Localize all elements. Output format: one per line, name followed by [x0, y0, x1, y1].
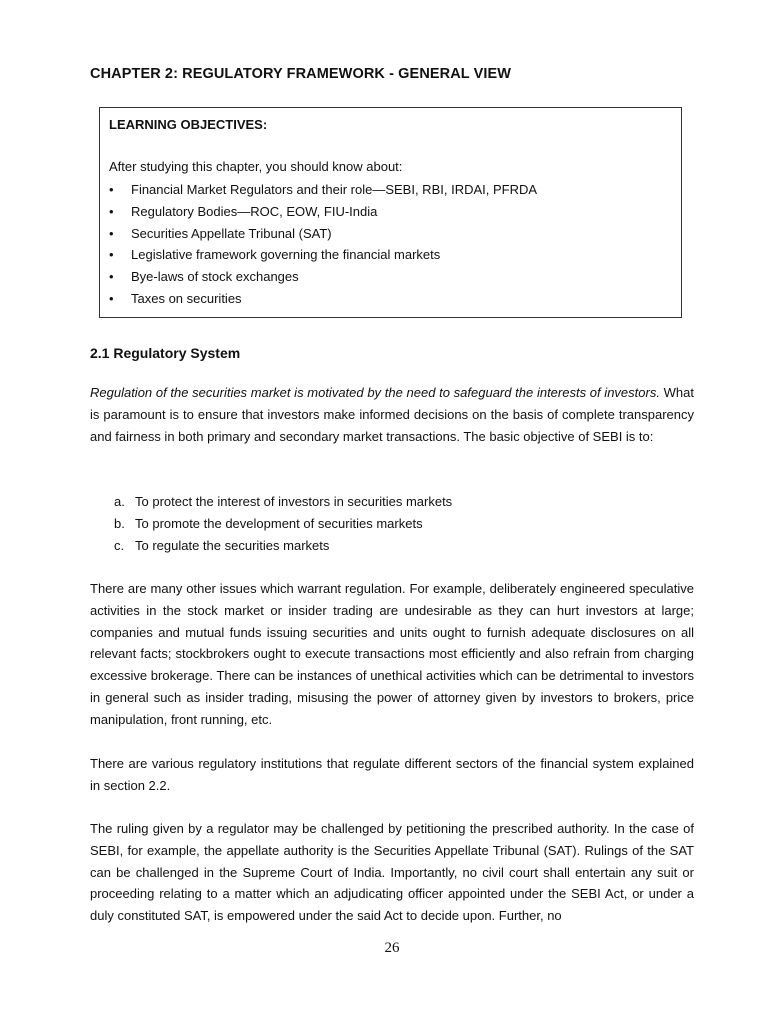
chapter-title: CHAPTER 2: REGULATORY FRAMEWORK - GENERAL VIEW: [90, 66, 512, 82]
paragraph-intro-italic: Regulation of the securities market is motivated by the need to safeguard the interests of investors.: [90, 385, 660, 400]
list-marker: c.: [114, 537, 125, 553]
objectives-list: [109, 179, 671, 310]
section-heading: 2.1 Regulatory System: [90, 345, 241, 361]
paragraph-ruling: The ruling given by a regulator may be challenged by petitioning the prescribed authority. In the case of SEBI, for example, the appellate authority is the Securities Appellate Tribunal (SAT). Rulings of the SAT can be challenged in the Supreme Court of India. Importantly, no civil court shall entertain any suit or proceeding relating to a matter which an adjudicating officer appointed under the SEBI Act, or under a duly constituted SAT, is empowered under the said Act to decide upon. Further, no: [90, 821, 694, 924]
sebi-objectives-list: [114, 491, 452, 556]
list-item-text: To protect the interest of investors in securities markets: [135, 494, 453, 509]
objective-item: • Legislative framework governing the financial markets: [109, 244, 671, 266]
paragraph-intro-rest: What is paramount is to ensure that investors make informed decisions on the basis of complete transparency and fairness in both primary and secondary market transactions. The basic objective of SEBI is to:: [90, 385, 694, 444]
objective-item: • Financial Market Regulators and their role—SEBI, RBI, IRDAI, PFRDA: [109, 179, 671, 201]
paragraph-intro: [90, 382, 694, 447]
list-item-text: To regulate the securities markets: [135, 537, 330, 553]
objectives-heading: LEARNING OBJECTIVES:: [109, 117, 268, 132]
list-item: [114, 491, 452, 513]
list-item: [114, 513, 452, 535]
list-marker: b.: [114, 515, 125, 531]
page-number: 26: [384, 940, 400, 956]
learning-objectives-box: [99, 107, 682, 318]
list-marker: a.: [114, 494, 125, 509]
paragraph-issues: There are many other issues which warrant regulation. For example, deliberately engineered speculative activities in the stock market or insider trading are undesirable as they can hurt investors at large; companies and mutual funds issuing securities and units ought to furnish adequate disclosures on all relevant facts; stockbrokers ought to execute transactions most efficiently and also refrain from charging excessive brokerage. There can be instances of unethical activities which can be detrimental to investors in general such as insider trading, misusing the power of attorney given by investors to brokers, price manipulation, front running, etc.: [90, 581, 694, 727]
objective-item: • Taxes on securities: [109, 288, 671, 310]
list-item: [114, 535, 452, 557]
objective-item: • Securities Appellate Tribunal (SAT): [109, 223, 671, 245]
list-item-text: To promote the development of securities markets: [135, 515, 423, 531]
objective-item: • Regulatory Bodies—ROC, EOW, FIU-India: [109, 201, 671, 223]
paragraph-institutions: There are various regulatory institutions that regulate different sectors of the financial system explained in section 2.2.: [90, 756, 694, 793]
objectives-intro: After studying this chapter, you should know about:: [109, 159, 403, 174]
objective-item: • Bye-laws of stock exchanges: [109, 266, 671, 288]
